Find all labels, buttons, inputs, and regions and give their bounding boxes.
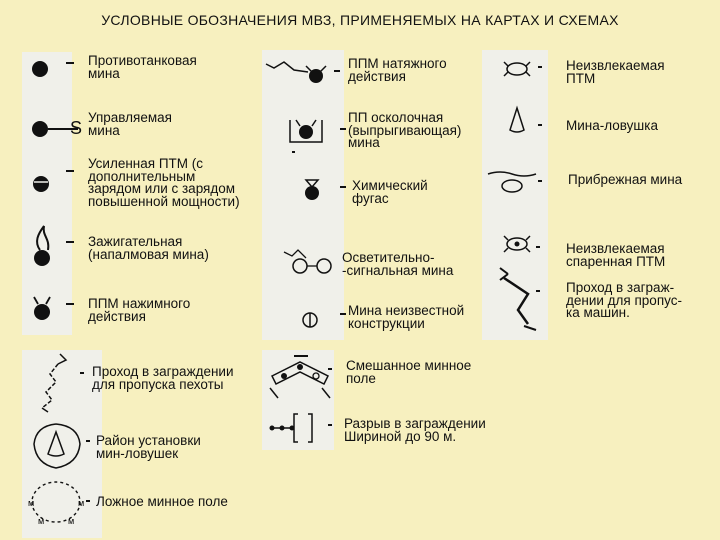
tripwire-mine-icon — [264, 58, 340, 88]
mixed-minefield-icon — [268, 354, 332, 404]
label-mixed-minefield: Смешанное минное поле — [346, 358, 472, 386]
bounding-mine-icon — [282, 112, 332, 156]
label-unknown-mine: Мина неизвестной конструкции — [348, 303, 465, 331]
unknown-mine-icon — [300, 310, 322, 332]
booby-trap-icon — [506, 106, 528, 136]
label-obstacle-gap: Разрыв в заграждении Шириной до 90 м. — [344, 416, 486, 444]
svg-text:м: м — [68, 516, 75, 526]
label-chemical-mine: Химический фугас — [352, 178, 428, 206]
label-non-removable-mine: Неизвлекаемая ПТМ — [566, 58, 665, 86]
obstacle-gap-icon — [266, 410, 330, 446]
reinforced-mine-icon — [30, 172, 56, 196]
label-antitank-mine: Противотанковая мина — [88, 53, 197, 81]
vehicle-passage-icon — [494, 266, 546, 340]
svg-text:м: м — [28, 498, 35, 508]
chemical-mine-icon — [300, 176, 324, 204]
booby-trap-area-icon — [30, 420, 86, 472]
pressure-mine-icon — [28, 294, 58, 328]
label-booby-trap: Мина-ловушка — [566, 118, 658, 133]
signal-mine-icon — [282, 248, 346, 276]
antitank-mine-icon — [28, 58, 58, 82]
svg-text:м: м — [78, 498, 85, 508]
label-tripwire-mine: ППМ натяжного действия — [348, 56, 447, 84]
svg-text:м: м — [38, 516, 45, 526]
label-paired-mine: Неизвлекаемая спаренная ПТМ — [566, 241, 666, 269]
label-bounding-mine: ПП осколочная (выпрыгивающая) мина — [348, 110, 462, 150]
label-infantry-passage: Проход в заграждении для пропуска пехоты — [92, 364, 234, 392]
non-removable-mine-icon — [500, 58, 534, 80]
label-booby-trap-area: Район установки мин-ловушек — [96, 433, 201, 461]
page-title: УСЛОВНЫЕ ОБОЗНАЧЕНИЯ МВЗ, ПРИМЕНЯЕМЫХ НА КАРТАХ И СХЕМАХ — [101, 12, 619, 28]
label-pressure-mine: ППМ нажимного действия — [88, 296, 191, 324]
coastal-mine-icon — [486, 168, 538, 198]
label-signal-mine: Осветительно- -сигнальная мина — [342, 250, 454, 278]
label-incendiary-mine: Зажигательная (напалмовая мина) — [88, 234, 209, 262]
infantry-passage-icon — [34, 352, 78, 416]
label-controlled-suffix: S — [70, 118, 83, 138]
paired-mine-icon — [500, 232, 534, 256]
label-controlled-mine: Управляемая мина — [88, 110, 172, 138]
label-coastal-mine: Прибрежная мина — [568, 172, 683, 187]
label-reinforced-mine: Усиленная ПТМ (с дополнительным зарядом или с зарядом повышенной мощности) — [88, 156, 240, 209]
label-dummy-minefield: Ложное минное поле — [96, 494, 228, 509]
incendiary-mine-icon — [28, 222, 58, 270]
label-vehicle-passage: Проход в заграж- дении для пропус- ка машин. — [566, 280, 682, 320]
dummy-minefield-icon — [28, 478, 86, 528]
